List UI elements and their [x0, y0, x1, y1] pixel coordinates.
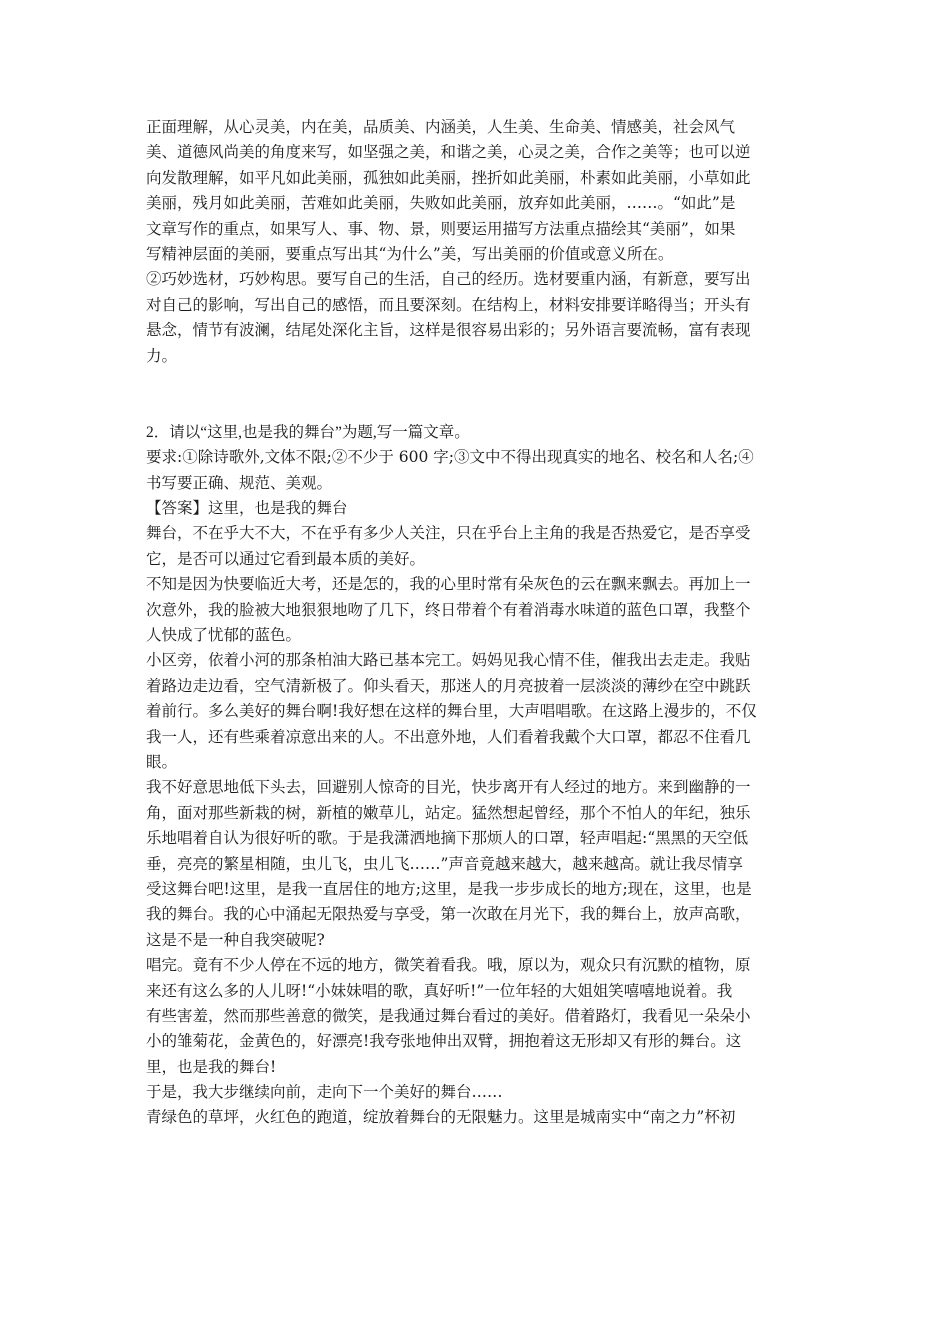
essay-line: 我一人，还有些乘着凉意出来的人。不出意外地，人们看着我戴个大口罩，都忍不住看几 [146, 727, 751, 746]
essay-line: 这是不是一种自我突破呢? [146, 930, 325, 949]
question-2-section [146, 420, 812, 1207]
text-line: 文章写作的重点，如果写人、事、物、景，则要运用描写方法重点描绘其“美丽”，如果 [146, 219, 736, 238]
text-line: 向发散理解，如平凡如此美丽，孤独如此美丽，挫折如此美丽，朴素如此美丽，小草如此 [146, 168, 751, 187]
text-line: 力。 [146, 346, 178, 365]
essay-line: 唱完。竟有不少人停在不远的地方，微笑着看我。哦，原以为，观众只有沉默的植物，原 [146, 956, 751, 975]
text-line: ②巧妙选材，巧妙构思。要写自己的生活，自己的经历。选材要重内涵，有新意，要写出 [146, 270, 751, 289]
answer-heading: 【答案】这里，也是我的舞台 [146, 499, 348, 518]
essay-line: 于是，我大步继续向前，走向下一个美好的舞台…… [146, 1083, 503, 1102]
essay-line: 有些害羞，然而那些善意的微笑，是我通过舞台看过的美好。借着路灯，我看见一朵朵小 [146, 1006, 751, 1025]
essay-line: 它，是否可以通过它看到最本质的美好。 [146, 549, 426, 568]
essay-line [146, 1131, 812, 1156]
essay-line: 人快成了忧郁的蓝色。 [146, 626, 302, 645]
essay-line: 小区旁，依着小河的那条柏油大路已基本完工。妈妈见我心情不佳，催我出去走走。我贴 [146, 651, 751, 670]
essay-line: 着前行。多么美好的舞台啊!我好想在这样的舞台里，大声唱唱歌。在这路上漫步的，不仅 [146, 702, 757, 721]
document-page [146, 115, 812, 1207]
section-spacer [146, 369, 812, 420]
essay-line: 不知是因为快要临近大考，还是怎的，我的心里时常有朵灰色的云在飘来飘去。再加上一 [146, 575, 751, 594]
essay-line [146, 1182, 812, 1207]
essay-line: 青绿色的草坪，火红色的跑道，绽放着舞台的无限魅力。这里是城南实中“南之力”杯初 [146, 1108, 736, 1127]
answer-guidance-paragraph [146, 115, 812, 369]
essay-line: 舞台，不在乎大不大，不在乎有多少人关注，只在乎台上主角的我是否热爱它，是否享受 [146, 524, 751, 543]
essay-line: 来还有这么多的人儿呀!“小妹妹唱的歌，真好听!”一位年轻的大姐姐笑嘻嘻地说着。我 [146, 981, 733, 1000]
requirements-line: 书写要正确、规范、美观。 [146, 473, 333, 492]
text-line: 美、道德风尚美的角度来写，如坚强之美，和谐之美，心灵之美，合作之美等；也可以逆 [146, 143, 751, 162]
requirements-line: 要求:①除诗歌外,文体不限;②不少于 600 字;③文中不得出现真实的地名、校名和人名;④ [146, 448, 754, 467]
essay-line: 着路边走边看，空气清新极了。仰头看天，那迷人的月亮披着一层淡淡的薄纱在空中跳跃 [146, 676, 751, 695]
text-line: 对自己的影响，写出自己的感悟，而且要深刻。在结构上，材料安排要详略得当；开头有 [146, 295, 751, 314]
essay-line [146, 1156, 812, 1181]
essay-line: 次意外，我的脸被大地狠狠地吻了几下，终日带着个有着消毒水味道的蓝色口罩，我整个 [146, 600, 751, 619]
question-title: 2．请以“这里,也是我的舞台”为题,写一篇文章。 [146, 423, 470, 441]
essay-line: 我的舞台。我的心中涌起无限热爱与享受，第一次敢在月光下，我的舞台上，放声高歌， [146, 905, 751, 924]
text-line: 悬念，情节有波澜，结尾处深化主旨，这样是很容易出彩的；另外语言要流畅，富有表现 [146, 321, 751, 340]
essay-line: 眼。 [146, 752, 178, 771]
essay-line: 角，面对那些新栽的树，新植的嫩草儿，站定。猛然想起曾经，那个不怕人的年纪，独乐 [146, 803, 751, 822]
essay-line: 我不好意思地低下头去，回避别人惊奇的目光，快步离开有人经过的地方。来到幽静的一 [146, 778, 751, 797]
text-line: 正面理解，从心灵美，内在美，品质美、内涵美，人生美、生命美、情感美，社会风气 [146, 118, 736, 136]
text-line: 美丽，残月如此美丽，苦难如此美丽，失败如此美丽，放弃如此美丽，……。“如此”是 [146, 194, 736, 213]
essay-line: 小的雏菊花，金黄色的，好漂亮!我夸张地伸出双臂，拥抱着这无形却又有形的舞台。这 [146, 1032, 742, 1051]
text-line: 写精神层面的美丽，要重点写出其“为什么”美，写出美丽的价值或意义所在。 [146, 244, 674, 263]
essay-line: 里，也是我的舞台! [146, 1057, 277, 1076]
essay-line: 受这舞台吧!这里，是我一直居住的地方;这里，是我一步步成长的地方;现在，这里，也是 [146, 879, 752, 898]
essay-line: 垂，亮亮的繁星相随，虫儿飞，虫儿飞……”声音竟越来越大，越来越高。就让我尽情享 [146, 854, 743, 873]
essay-line: 乐地唱着自认为很好听的歌。于是我潇洒地摘下那烦人的口罩，轻声唱起:“黑黑的天空低 [146, 829, 749, 848]
